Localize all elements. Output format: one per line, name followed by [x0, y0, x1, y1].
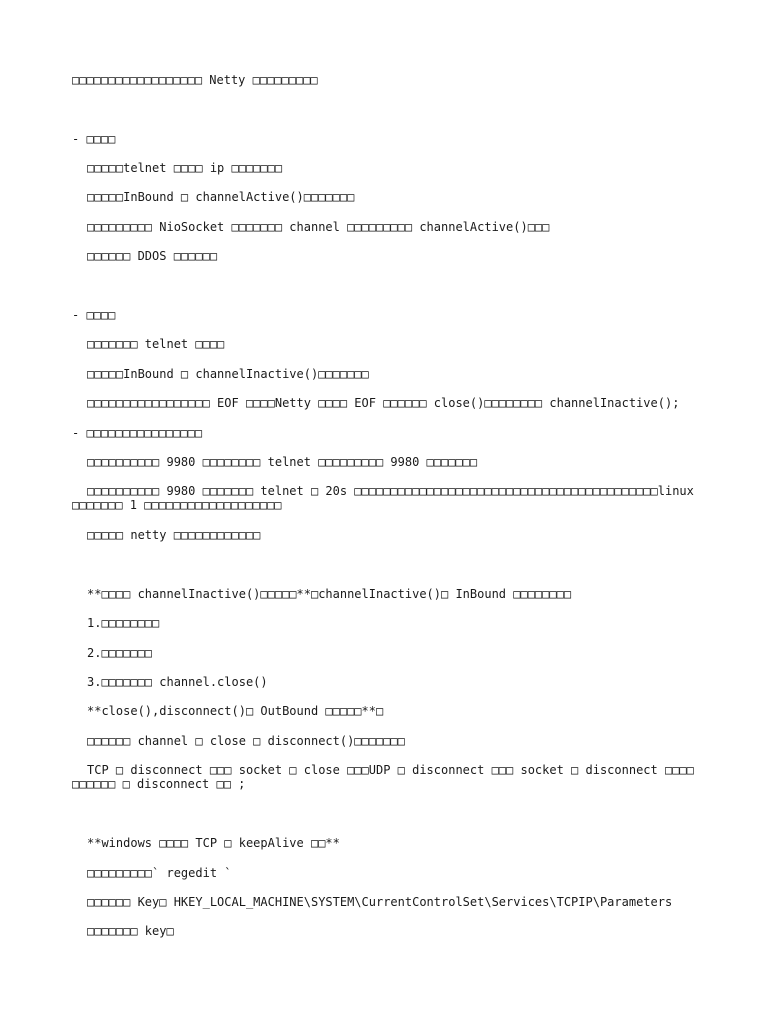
list-item: 1.□□□□□□□□: [87, 616, 160, 630]
text-line: □□□□□ netty □□□□□□□□□□□□: [87, 528, 261, 542]
bold-note-windows-keepalive: **windows □□□□ TCP □ keepAlive □□**: [87, 836, 340, 850]
text-line: □□□□□InBound □ channelInactive()□□□□□□□: [87, 367, 369, 381]
text-line: □□□□□□□□□□ 9980 □□□□□□□□ telnet □□□□□□□□□ 9980 □□□□□□□: [87, 455, 478, 469]
text-line: □□□□□□□ telnet □□□□: [87, 337, 225, 351]
bold-note-close-disconnect: **close(),disconnect()□ OutBound □□□□□**□: [87, 704, 384, 718]
text-line: □□□□□telnet □□□□ ip □□□□□□□: [87, 161, 283, 175]
bold-note-channel-inactive: **□□□□ channelInactive()□□□□□**□channelInactive()□ InBound □□□□□□□□: [87, 587, 572, 601]
text-line-wrapped: TCP □ disconnect □□□ socket □ close □□□UDP □ disconnect □□□ socket □ disconnect □□□□□□□□□□ □ disconnect □□ ;: [72, 763, 694, 791]
text-line: □□□□□□□□□ NioSocket □□□□□□□ channel □□□□□□□□□ channelActive()□□□: [87, 220, 550, 234]
text-line: □□□□□□ DDOS □□□□□□: [87, 249, 218, 263]
text-line: □□□□□□□□□` regedit `: [87, 866, 232, 880]
text-line: □□□□□□□□□□□□□□□□□ EOF □□□□Netty □□□□ EOF □□□□□□ close()□□□□□□□□ channelInactive();: [87, 396, 680, 410]
intro-line: □□□□□□□□□□□□□□□□□□ Netty □□□□□□□□□: [72, 73, 318, 87]
section-heading-test: - □□□□□□□□□□□□□□□□: [72, 426, 203, 440]
text-line: □□□□□□□ key□: [87, 924, 174, 938]
text-line: □□□□□InBound □ channelActive()□□□□□□□: [87, 190, 355, 204]
text-line: □□□□□□ channel □ close □ disconnect()□□□□□□□: [87, 734, 405, 748]
registry-path-line: □□□□□□ Key□ HKEY_LOCAL_MACHINE\SYSTEM\CurrentControlSet\Services\TCPIP\Parameters: [87, 895, 673, 909]
list-item: 3.□□□□□□□ channel.close(): [87, 675, 268, 689]
section-heading-connect: - □□□□: [72, 132, 116, 146]
section-heading-disconnect: - □□□□: [72, 308, 116, 322]
list-item: 2.□□□□□□□: [87, 646, 153, 660]
text-line-wrapped: □□□□□□□□□□ 9980 □□□□□□□ telnet □ 20s □□□□□□□□□□□□□□□□□□□□□□□□□□□□□□□□□□□□□□□□□□linux □□□□□□□ 1 □□□□□□□□□□□□□□□□□□□: [72, 484, 702, 512]
